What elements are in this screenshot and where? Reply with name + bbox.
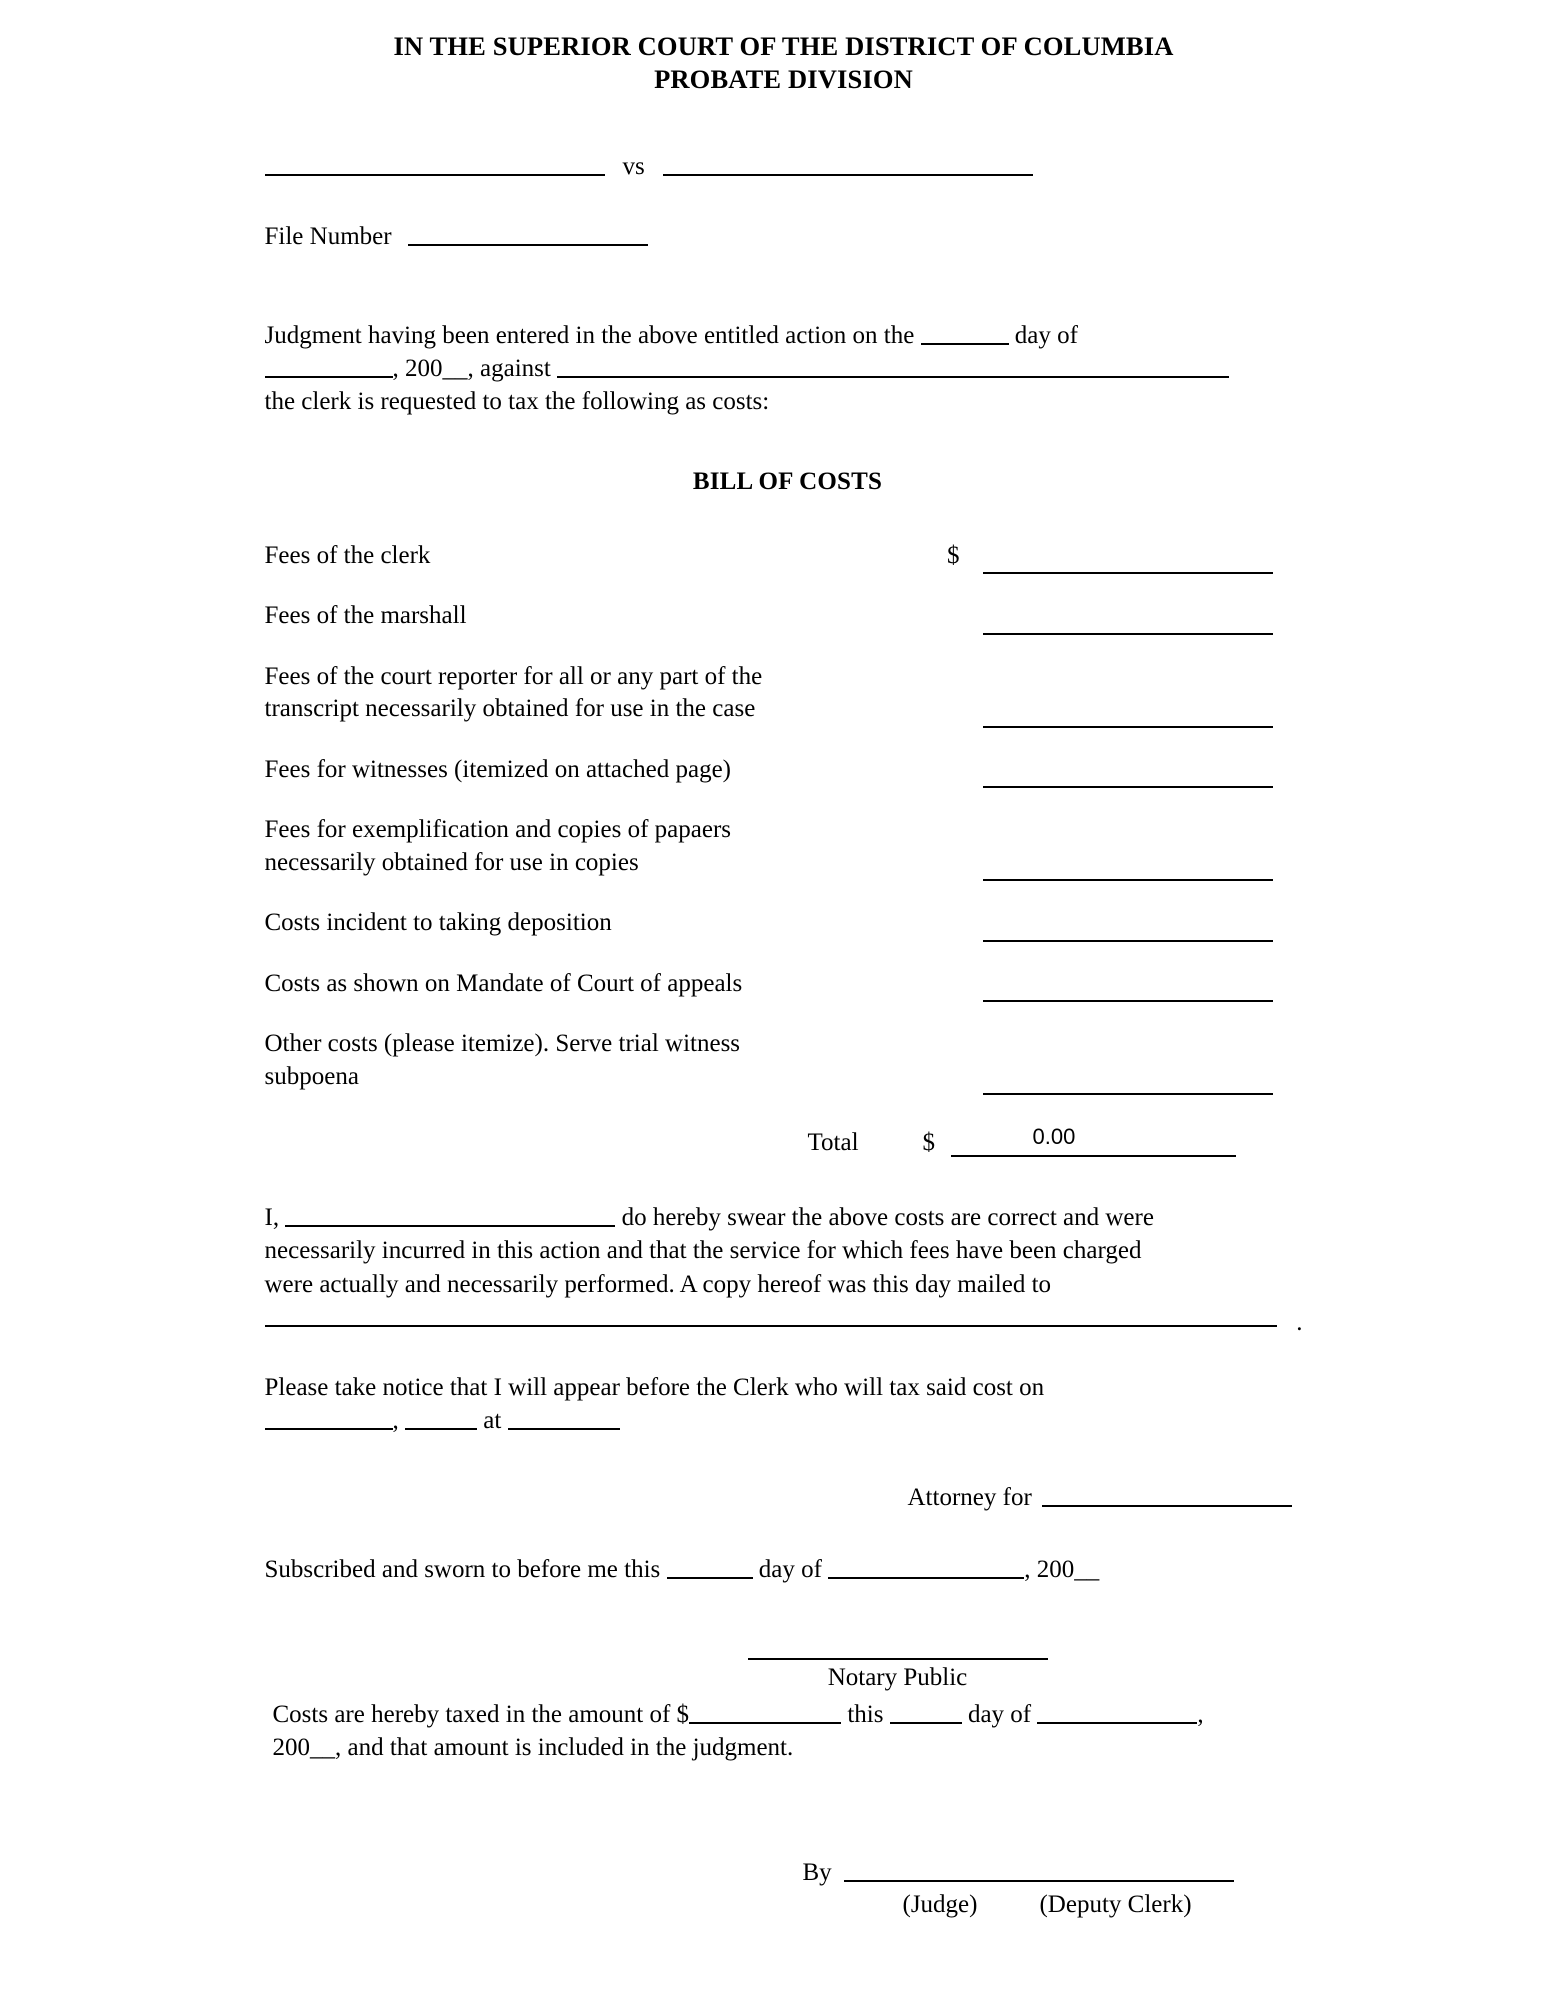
plaintiff-field[interactable]	[265, 151, 605, 176]
taxed-day-field[interactable]	[890, 1699, 962, 1724]
cost-label	[243, 814, 948, 879]
cost-label	[243, 661, 948, 726]
dollar-sign-placeholder	[947, 600, 983, 633]
cost-label-line1: Fees for exemplification and copies of papaers	[264, 816, 731, 844]
total-value: 0.00	[1032, 1124, 1076, 1150]
cost-row	[243, 1028, 1303, 1093]
mailed-to-wrap	[265, 1308, 1303, 1336]
cost-amount-cell[interactable]	[983, 968, 1302, 1001]
court-title-line1: IN THE SUPERIOR COURT OF THE DISTRICT OF COLUMBIA	[393, 31, 1174, 61]
notice-time-field[interactable]	[508, 1405, 620, 1430]
cost-amount-cell[interactable]	[983, 814, 1302, 879]
by-label: By	[802, 1858, 832, 1886]
attorney-for-label: Attorney for	[907, 1483, 1032, 1511]
taxed-text-4: 200__, and that amount is included in the judgment.	[272, 1734, 794, 1762]
total-label: Total	[807, 1129, 859, 1157]
notice-paragraph	[243, 1371, 1303, 1438]
row-spacer	[243, 1000, 1303, 1028]
signature-row	[243, 1857, 1303, 1887]
attorney-for-field[interactable]	[1042, 1482, 1292, 1507]
taxed-text-2: this	[847, 1700, 884, 1728]
notice-text-1: Please take notice that I will appear before the Clerk who will tax said cost on	[264, 1373, 1045, 1401]
judgment-text-2: day of	[1014, 321, 1078, 349]
notice-comma: ,	[392, 1407, 399, 1435]
cost-label: Costs as shown on Mandate of Court of appeals	[264, 969, 743, 997]
cost-label: Costs incident to taking deposition	[264, 909, 612, 937]
swear-text-3: necessarily incurred in this action and that the service for which fees have been charged	[264, 1237, 1142, 1265]
judgment-text-4: the clerk is requested to tax the following as costs:	[264, 387, 770, 415]
cost-amount-cell[interactable]	[983, 1028, 1302, 1093]
mailed-to-field[interactable]	[265, 1323, 1277, 1327]
cost-label-line1: Fees of the court reporter for all or any part of the	[264, 662, 763, 690]
row-spacer	[243, 633, 1303, 661]
deputy-clerk-label: (Deputy Clerk)	[1039, 1890, 1192, 1918]
cost-row	[243, 754, 1303, 787]
notary-public-label: Notary Public	[827, 1663, 968, 1691]
defendant-field[interactable]	[663, 151, 1033, 176]
subscribed-month-field[interactable]	[828, 1554, 1024, 1579]
cost-amount-cell[interactable]	[983, 600, 1302, 633]
judgment-month-field[interactable]	[265, 353, 393, 378]
cost-row	[243, 540, 1303, 573]
cost-amount-field[interactable]	[983, 1067, 1273, 1095]
cost-label: Fees of the clerk	[264, 541, 431, 569]
cost-amount-field[interactable]	[983, 546, 1273, 574]
notary-signature-field[interactable]	[748, 1656, 1048, 1660]
swear-paragraph	[243, 1201, 1303, 1336]
judgment-party-field[interactable]	[557, 353, 1229, 378]
swear-period: .	[1296, 1308, 1303, 1336]
subscribed-text-1: Subscribed and sworn to before me this	[264, 1555, 661, 1583]
affiant-name-field[interactable]	[285, 1202, 615, 1227]
cost-label-line2: subpoena	[264, 1062, 359, 1090]
dollar-sign-placeholder	[947, 754, 983, 787]
dollar-sign: $	[947, 541, 960, 569]
dollar-sign-placeholder	[947, 907, 983, 940]
notice-date-field[interactable]	[265, 1405, 393, 1430]
cost-label	[243, 1028, 948, 1093]
row-spacer	[243, 572, 1303, 600]
file-number-label: File Number	[264, 222, 392, 250]
taxed-month-field[interactable]	[1037, 1699, 1197, 1724]
total-dollar-sign: $	[922, 1129, 935, 1157]
cost-amount-cell[interactable]	[983, 661, 1302, 726]
judgment-text-3: , 200__, against	[392, 354, 551, 382]
cost-label-line2: transcript necessarily obtained for use in the case	[264, 695, 756, 723]
signature-field[interactable]	[844, 1857, 1234, 1882]
cost-amount-field[interactable]	[983, 760, 1273, 788]
court-title	[243, 30, 1303, 96]
subscribed-text-2: day of	[758, 1555, 822, 1583]
signature-labels	[243, 1891, 1303, 1919]
subscribed-day-field[interactable]	[667, 1554, 753, 1579]
attorney-for-row	[243, 1482, 1303, 1512]
cost-row	[243, 600, 1303, 633]
cost-row	[243, 661, 1303, 726]
cost-amount-cell[interactable]	[983, 540, 1302, 573]
swear-text-2: do hereby swear the above costs are correct and were	[621, 1204, 1154, 1232]
row-spacer	[243, 879, 1303, 907]
judgment-text-1: Judgment having been entered in the above entitled action on the	[264, 321, 915, 349]
taxed-paragraph	[243, 1698, 1303, 1765]
cost-row	[243, 968, 1303, 1001]
notice-at: at	[483, 1407, 502, 1435]
court-title-line2: PROBATE DIVISION	[654, 63, 913, 94]
file-number-field[interactable]	[408, 221, 648, 246]
cost-label-line2: necessarily obtained for use in copies	[264, 848, 639, 876]
dollar-sign-placeholder	[947, 814, 983, 879]
cost-amount-cell[interactable]	[983, 754, 1302, 787]
taxed-comma: ,	[1197, 1700, 1204, 1728]
cost-row	[243, 814, 1303, 879]
row-spacer	[243, 786, 1303, 814]
taxed-amount-field[interactable]	[689, 1699, 841, 1724]
cost-amount-field[interactable]	[983, 606, 1273, 634]
cost-row	[243, 907, 1303, 940]
judge-label: (Judge)	[902, 1890, 978, 1918]
notice-year-field[interactable]	[405, 1405, 477, 1430]
dollar-sign-placeholder	[947, 661, 983, 726]
taxed-text-1: Costs are hereby taxed in the amount of $	[272, 1700, 690, 1728]
subscribed-row	[243, 1554, 1303, 1584]
cost-label-line1: Other costs (please itemize). Serve trial witness	[264, 1030, 741, 1058]
dollar-sign-placeholder	[947, 968, 983, 1001]
case-caption	[243, 151, 1303, 181]
cost-items-table	[243, 540, 1303, 1094]
judgment-day-field[interactable]	[921, 320, 1009, 345]
total-row	[243, 1113, 1303, 1163]
taxed-text-3: day of	[967, 1700, 1032, 1728]
notary-block	[243, 1656, 1303, 1692]
row-spacer	[243, 940, 1303, 968]
cost-amount-field[interactable]	[983, 974, 1273, 1002]
cost-amount-field[interactable]	[983, 853, 1273, 881]
swear-text-1: I,	[264, 1204, 280, 1232]
judgment-paragraph	[243, 319, 1303, 418]
row-spacer	[243, 726, 1303, 754]
cost-label: Fees of the marshall	[264, 602, 467, 630]
dollar-sign-placeholder	[947, 1028, 983, 1093]
document-body	[243, 30, 1303, 1919]
subscribed-text-3: , 200__	[1024, 1555, 1100, 1583]
vs-label: vs	[622, 152, 645, 180]
swear-text-4: were actually and necessarily performed. A copy hereof was this day mailed to	[264, 1270, 1052, 1298]
cost-label: Fees for witnesses (itemized on attached page)	[264, 755, 731, 783]
total-field[interactable]	[951, 1153, 1236, 1157]
bill-of-costs-heading: BILL OF COSTS	[692, 467, 883, 495]
cost-amount-field[interactable]	[983, 913, 1273, 941]
cost-amount-cell[interactable]	[983, 907, 1302, 940]
cost-amount-field[interactable]	[983, 699, 1273, 727]
file-number-row	[243, 221, 1303, 251]
